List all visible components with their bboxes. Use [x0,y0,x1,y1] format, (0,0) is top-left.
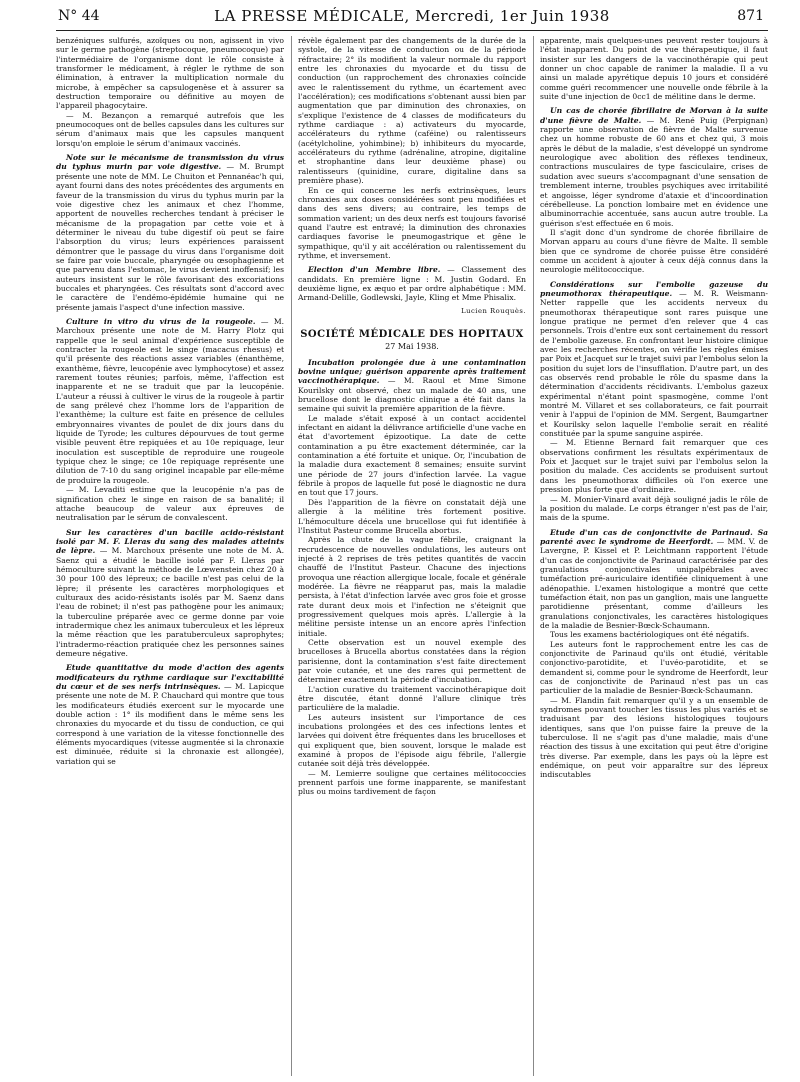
column-1 [56,36,284,1076]
paragraph: Après la chute de la vague fébrile, craignant la recrudescence de nouvelles ondulations, les auteurs ont injecté à 2 reprises de très petites quantités de vaccin chauffé de l'Institut Pasteur. Chacune des injections provoqua une réaction allergique locale, focale et générale modérée. La fièvre ne réapparut pas, mais la maladie persista, à l'état d'infection larvée avec gros foie et grosse rate durant deux mois et l'infection ne s'éteignit que progressivement quelques mois après. L'allergie à la mélitine persiste intense un an encore après l'infection initiale. [298,535,526,638]
article-title: Un cas de chorée fibrillaire de Morvan à la suite d'une fièvre de Malte. [540,106,768,125]
article-title: Election d'un Membre libre. [308,265,441,275]
paragraph: révèle également par des changements de la durée de la systole, de la vitesse de conduction ou de la période réfractaire; 2° ils modifient la valeur normale du rapport entre les chronaxies du myocarde et du tissu de conduction (un rapprochement des chronaxies coïncide avec le ralentissement du rythme, un écartement avec l'accélération); ces modifications s'obtenant aussi bien par augmentation que par diminution des chronaxies, on s'explique l'existence de 4 classes de modificateurs du rythme cardiaque : a) activateurs du myocarde, accélérateurs du rythme (caféine) ou ralentisseurs (acétylcholine, yohimbine); b) inhibiteurs du myocarde, accélérateurs du rythme (adrénaline, atropine, digitaline et strophantine dans leur deuxième phase) ou ralentisseurs (quinidine, curare, digitaline dans sa première phase). [298,36,526,186]
paragraph: Dès l'apparition de la fièvre on constatait déjà une allergie à la mélitine très fortement positive. L'hémoculture décela une brucellose qui fut identifiée à l'Institut Pasteur comme Brucella abortus. [298,497,526,535]
article-body: — M. R. Weismann-Netter rappelle que les accidents nerveux du pneumothorax thérapeutique sont rares puisque une longue pratique ne permet d'en relever que 4 cas personnels. Trois d'entre eux sont certainement du ressort de l'embolie gazeuse. En confrontant leur histoire clinique avec les recherches récentes, on vérifie les règles émises par Poix et Jacquet sur le trajet suivi par l'embolus selon la position du sujet lors de l'insufflation. D'autre part, un des cas observés rend probable le rôle du spasme dans la détermination d'accidents récidivants. L'embolus gazeux expérimental n'étant point spasmogène, comme l'ont montré M. Villaret et ses collaborateurs, ce fait pourrait venir à l'appui de l'opinion de MM. Sergent, Baumgartner et Kourilsky selon laquelle l'embolie serait en réalité constituée par la spume sanguine aspirée. [540,288,768,439]
page-header [56,0,768,31]
article-body: — M. Brumpt présente une note de MM. Le Chuiton et Pennanéac'h qui, ayant fourni dans des notes précédentes des arguments en faveur de la transmission du virus du typhus murin par la voie digestive chez les animaux et chez l'homme, apportent de nouvelles recherches tendant à préciser le mécanisme de la propagation par cette voie et à déterminer le niveau du tube digestif où peut se faire l'absorption du virus; leurs expériences paraissent démontrer que le passage du virus dans l'organisme doit se faire par voie buccale, pharyngée ou œsophagienne et que parvenu dans l'estomac, le virus devient inoffensif; les auteurs insistent sur le rôle favorisant des excoriations buccales et pharyngées. Ces résultats sont d'accord avec le caractère de l'endémo-épidémie humaine qui ne présente jamais l'aspect d'une infection massive. [56,162,284,312]
paragraph: benzéniques sulfurés, azoïques ou non, agissent in vivo sur le germe pathogène (streptocoque, pneumocoque) par l'intermédiaire de l'organisme dont le rôle consiste à transformer le médicament, à régler le rythme de son élimination, à entraver la multiplication normale du microbe, à empêcher sa capsulogenèse et à assurer sa destruction temporaire ou définitive au moyen de l'appareil phagocytaire. [56,36,284,111]
article-title: Sur les caractères d'un bacille acido-résistant isolé par M. F. Lleras du sang des malades atteints de lèpre. [56,527,284,556]
paragraph: Tous les examens bactériologiques ont été négatifs. [550,630,750,640]
column-divider [533,36,534,1076]
article-title: Etude d'un cas de conjonctivite de Parinaud. Sa parenté avec le syndrome de Heerfordt. [540,527,768,546]
article [298,358,526,414]
paragraph: — M. Monier-Vinard avait déjà souligné jadis le rôle de la position du malade. Le corps étranger n'est pas de l'air, mais de la spume. [540,494,768,523]
column-2 [298,36,526,1076]
page-number: 871 [737,8,764,24]
paragraph: Le malade s'était exposé à un contact accidentel infectant en aidant la délivrance artificielle d'une vache en état d'avortement épizootique. La date de cette contamination a pu être exactement déterminée, car la contamination a été fortuite et unique. Or, l'incubation de la maladie dura exactement 8 semaines; ensuite survint une période de 27 jours d'infection larvée. La vague fébrile à propos de laquelle fut posé le diagnostic ne dura en tout que 17 jours. [298,413,526,498]
article-title: Considérations sur l'embolie gazeuse du pneumothorax thérapeutique. [540,279,768,298]
column-3 [540,36,768,1076]
article-title: Culture in vitro du virus de la rougeole. [66,316,256,326]
paragraph: — M. Flandin fait remarquer qu'il y a un ensemble de syndromes pouvant toucher les tissus les plus variés et se traduisant par des lésions histologiques toujours identiques, sans que l'on puisse faire la preuve de la tuberculose. Il ne s'agit pas d'une maladie, mais d'une réaction des tissus à une excitation qui peut être d'origine très diverse. Par exemple, dans les pays où la lèpre est endémique, on peut voir apparaître sur des lépreux indiscutables [540,695,768,780]
paragraph: — M. Levaditi estime que la leucopénie n'a pas de signification chez le singe en raison de sa banalité; il attache beaucoup de valeur aux épreuves de neutralisation par le sérum de convalescent. [56,485,284,523]
article [298,265,526,302]
article-body: — Classement des candidats. En première ligne : M. Justin Godard. En deuxième ligne, ex æquo et par ordre alphabétique : MM. Armand-Delille, Godlewski, Jayle, Kling et Mme Phisalix. [298,265,526,303]
article-body: — M. René Puig (Perpignan) rapporte une observation de fièvre de Malte survenue chez un homme robuste de 60 ans et chez qui, 3 mois après le début de la maladie, s'est développé un syndrome neurologique avec abolition des réflexes tendineux, contractions musculaires de type fasciculaire, crises de sudation avec sueurs s'accompagnant d'une sensation de tremblement interne, troubles psychiques avec irritabilité et angoisse, léger syndrome d'ataxie et d'incoordination cérébelleuse. La ponction lombaire met en évidence une albuminorrachie accentuée, sans aucun autre trouble. La guérison s'est effectuée en 6 mois. [540,115,768,228]
article-title: Etude quantitative du mode d'action des agents modificateurs du rythme cardiaque sur l'excitabilité du cœur et de ses nerfs intrinsèques. [56,663,284,692]
issue-number: N° 44 [58,8,100,24]
article-body: — M. Marchoux présente une note de M. Harry Plotz qui rappelle que le seul animal d'expérience susceptible de contracter la rougeole est le singe (macacus rhesus) et qu'il présente des réactions assez variables (énanthème, exanthème, fièvre, leucopénie avec lymphocytose) et assez rarement toutes réunies; parfois, même, l'affection est inapparente et ne se traduit que par la leucopénie. L'auteur a réussi à cultiver le virus de la rougeole à partir de sang prélevé chez l'homme lors de l'apparition de l'exanthème; la culture est faite en présence de cellules embryonnaires vivantes de poulet de dix jours dans du liquide de Tyrode; les cultures dépourvues de tout germe visible peuvent être repiquées et au 10e repiquage, leur inoculation est susceptible de reproduire une rougeole typique chez le singe; ce 10e repiquage représente une dilution de 7-10 du sang originel incapable par elle-même de produire la rougeole. [56,316,284,485]
article [540,106,768,227]
article-body: — M. Lapicque présente une note de M. P. Chauchard qui montre que tous les modificateurs étudiés exercent sur le myocarde une double action : 1° ils modifient dans le même sens les chronaxies du myocarde et du tissu de conduction, ce qui correspond à une variation de la vitesse fonctionnelle des éléments myocardiques (vitesse augmentée si la chronaxie est diminuée, réduite si la chronaxie est allongée), variation qui se [56,682,284,766]
article [540,528,768,631]
section-date: 27 Mai 1938. [385,342,439,352]
article [540,280,768,439]
article-body: — M. Marchoux présente une note de M. A. Saenz qui a étudié le bacille isolé par F. Lleras par hémoculture suivant la méthode de Lœwenstein chez 20 à 30 pour 100 des lépreux; ce bacille n'est pas celui de la lèpre; il présente les caractères morphologiques et culturaux des acido-résistants isolés par M. Saenz dans l'eau de robinet; il n'est pas pathogène pour les animaux; la tuberculine préparée avec ce germe donne par voie intradermique chez les animaux tuberculeux et les lépreux la même réaction que les paratuberculeux saprophytes; l'intradermo-réaction pratiquée chez les personnes saines demeure négative. [56,546,284,658]
article [56,663,284,766]
paragraph: — M. Lemierre souligne que certaines mélitococcies prennent parfois une forme inapparente, se manifestant plus ou moins tardivement de façon [298,768,526,797]
paragraph: Les auteurs insistent sur l'importance de ces incubations prolongées et des ces infections lentes et larvées qui doivent être fréquentes dans les brucelloses et qui expliquent que, bien souvent, lorsque le malade est examiné à propos de l'épisode aigu fébrile, l'allergie cutanée soit déjà très développée. [298,712,526,769]
paragraph: Il s'agit donc d'un syndrome de chorée fibrillaire de Morvan apparu au cours d'une fièvre de Malte. Il semble bien que ce syndrome de chorée puisse être considéré comme un accident à ajouter à ceux déjà connus dans la neurologie mélitococcique. [540,227,768,275]
paragraph: apparente, mais quelques-unes peuvent rester toujours à l'état inapparent. Du point de vue thérapeutique, il faut insister sur les dangers de la vaccinothérapie qui peut donner un choc capable de ranimer la maladie. Il a vu ainsi un malade apyrétique depuis 10 jours et considéré comme guéri recommencer une nouvelle onde fébrile à la suite d'une injection de 0cc1 de mélitine dans le derme. [540,36,768,102]
article-title: Note sur le mécanisme de transmission du virus du typhus murin par voie digestive. [56,153,284,172]
article-columns [56,36,768,1076]
journal-title: LA PRESSE MÉDICALE, Mercredi, 1er Juin 1938 [214,7,610,25]
paragraph: En ce qui concerne les nerfs extrinsèques, leurs chronaxies aux doses considérées sont peu modifiées et dans des sens divers; au contraire, les temps de sommation varient; un des deux nerfs est toujours favorisé quand l'autre est entravé; la diminution des chronaxies cardiaques favorise le pneumogastrique et gêne le sympathique, qu'il y ait accélération ou ralentissement du rythme, et inversement. [298,185,526,260]
article [56,153,284,312]
article-body: — MM. V. de Lavergne, P. Kissel et P. Leichtmann rapportent l'étude d'un cas de conjonctivite de Parinaud caractérisée par des granulations conjonctivales unipalpébrales avec tuméfaction pré-auriculaire identifiée cliniquement à une adénopathie. L'examen histologique a montré que cette tuméfaction était, non pas un ganglion, mais une languette parotidienne présentant, comme d'ailleurs les granulations conjonctivales, les caractères histologiques de la maladie de Besnier-Bœck-Schaumann. [540,536,768,630]
paragraph: — M. Bezançon a remarqué autrefois que les pneumocoques ont de belles capsules dans les cultures sur sérum d'animaux mais que les capsules manquent lorsqu'on emploie le sérum d'animaux vaccinés. [56,110,284,148]
article-body: — M. Raoul et Mme Simone Kourilsky ont observé, chez un malade de 40 ans, une brucellose dont le diagnostic clinique a été fait dans la semaine qui suivit la première apparition de la fièvre. [298,376,526,414]
author-signature: Lucien Rouquès. [461,306,526,315]
column-divider [291,36,292,1076]
article-title: Incubation prolongée due à une contamination bovine unique; guérison apparente après traitement vaccinothérapique. [298,357,526,386]
section-heading: SOCIÉTÉ MÉDICALE DES HOPITAUX [300,328,524,340]
paragraph: — M. Etienne Bernard fait remarquer que ces observations confirment les résultats expérimentaux de Poix et Jacquet sur le trajet suivi par l'embolus selon la position du malade. Ces accidents se produisent surtout dans les pneumothorax difficiles où l'on exerce une pression plus forte que d'ordinaire. [540,438,768,495]
paragraph: Les auteurs font le rapprochement entre les cas de conjonctivite de Parinaud qu'ils ont étudié, véritable conjonctivo-parotidite, et l'uvéo-parotidite, et se demandent si, comme pour le syndrome de Heerfordt, leur cas de conjonctivite de Parinaud n'est pas un cas particulier de la maladie de Besnier-Bœck-Schaumann. [540,639,768,696]
article [56,528,284,659]
article [56,317,284,485]
paragraph: Cette observation est un nouvel exemple des brucelloses à Brucella abortus constatées dans la région parisienne, dont la contamination s'est faite directement par voie cutanée, et une des rares qui permettent de déterminer exactement la période d'incubation. [298,637,526,685]
paragraph: L'action curative du traitement vaccinothérapique doit être discutée, étant donné l'allure clinique très particulière de la maladie. [298,684,526,713]
